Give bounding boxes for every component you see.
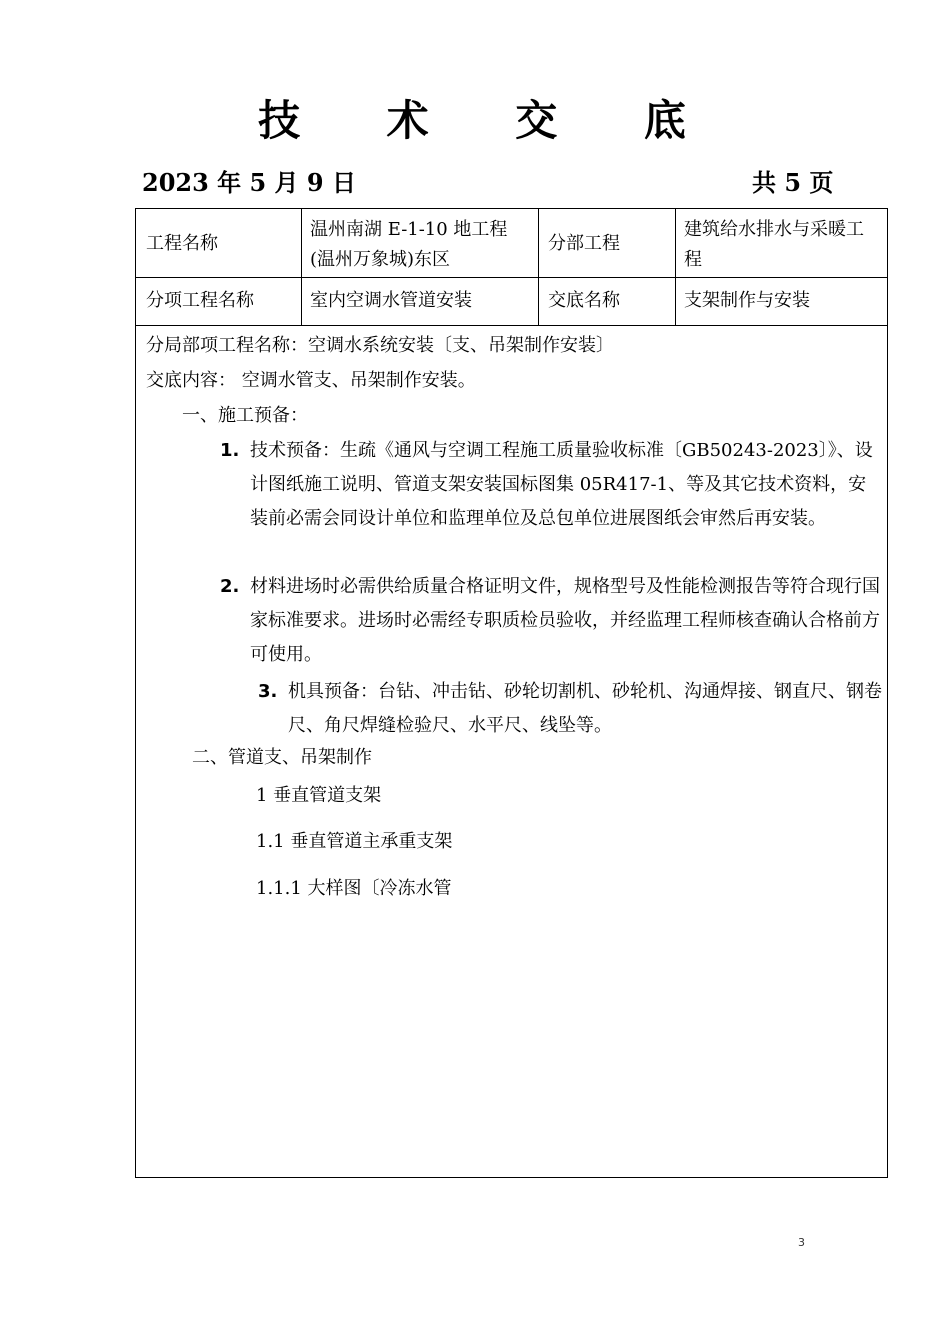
row-divider: [136, 277, 887, 278]
column-divider: [301, 209, 302, 325]
subsection-heading: 1.1 垂直管道主承重支架: [256, 831, 453, 852]
disclosure-form: [135, 208, 888, 1178]
document-title: 技 术 交 底: [258, 96, 722, 145]
summary-line: 交底内容： 空调水管支、吊架制作安装。: [146, 370, 476, 391]
column-divider: [538, 209, 539, 325]
document-date: 2023 年 5 月 9 日: [142, 168, 356, 197]
item-number: 1.: [220, 440, 240, 461]
row-divider: [136, 325, 887, 326]
project-name-label: 工程名称: [146, 233, 218, 254]
section-heading: 一、施工预备：: [182, 405, 308, 426]
disclosure-name-label: 交底名称: [548, 290, 620, 311]
project-name-value: 温州南湖 E-1-10 地工程(温州万象城)东区: [310, 219, 508, 270]
disclosure-name-value: 支架制作与安装: [684, 290, 810, 311]
list-item: 技术预备：生疏《通风与空调工程施工质量验收标准〔GB50243-2023〕》、设计图纸施工说明、管道支架安装国标图集 05R417-1、等及其它技术资料，安装前必需会同设计单位和监理单位及总包单位进展图纸会审然后再安装。: [250, 440, 873, 529]
column-divider: [675, 209, 676, 325]
subsection-heading: 1.1.1 大样图〔冷冻水管: [256, 878, 452, 899]
division-value: 建筑给水排水与采暖工程: [684, 219, 864, 270]
page-number: 3: [798, 1236, 805, 1249]
list-item: 机具预备：台钻、冲击钻、砂轮切割机、砂轮机、沟通焊接、钢直尺、钢卷尺、角尺焊缝检验尺、水平尺、线坠等。: [288, 681, 882, 736]
section-heading: 二、管道支、吊架制作: [192, 747, 372, 768]
page-count: 共 5 页: [752, 168, 834, 197]
division-label: 分部工程: [548, 233, 620, 254]
item-number: 2.: [220, 576, 240, 597]
list-item: 材料进场时必需供给质量合格证明文件，规格型号及性能检测报告等符合现行国家标准要求。进场时必需经专职质检员验收，并经监理工程师核查确认合格前方可使用。: [250, 576, 880, 665]
item-number: 3.: [258, 681, 278, 702]
subitem-name-label: 分项工程名称: [146, 290, 254, 311]
subitem-name-value: 室内空调水管道安装: [310, 290, 472, 311]
subsection-heading: 1 垂直管道支架: [256, 785, 382, 806]
scope-line: 分局部项工程名称：空调水系统安装〔支、吊架制作安装〕: [146, 335, 614, 356]
